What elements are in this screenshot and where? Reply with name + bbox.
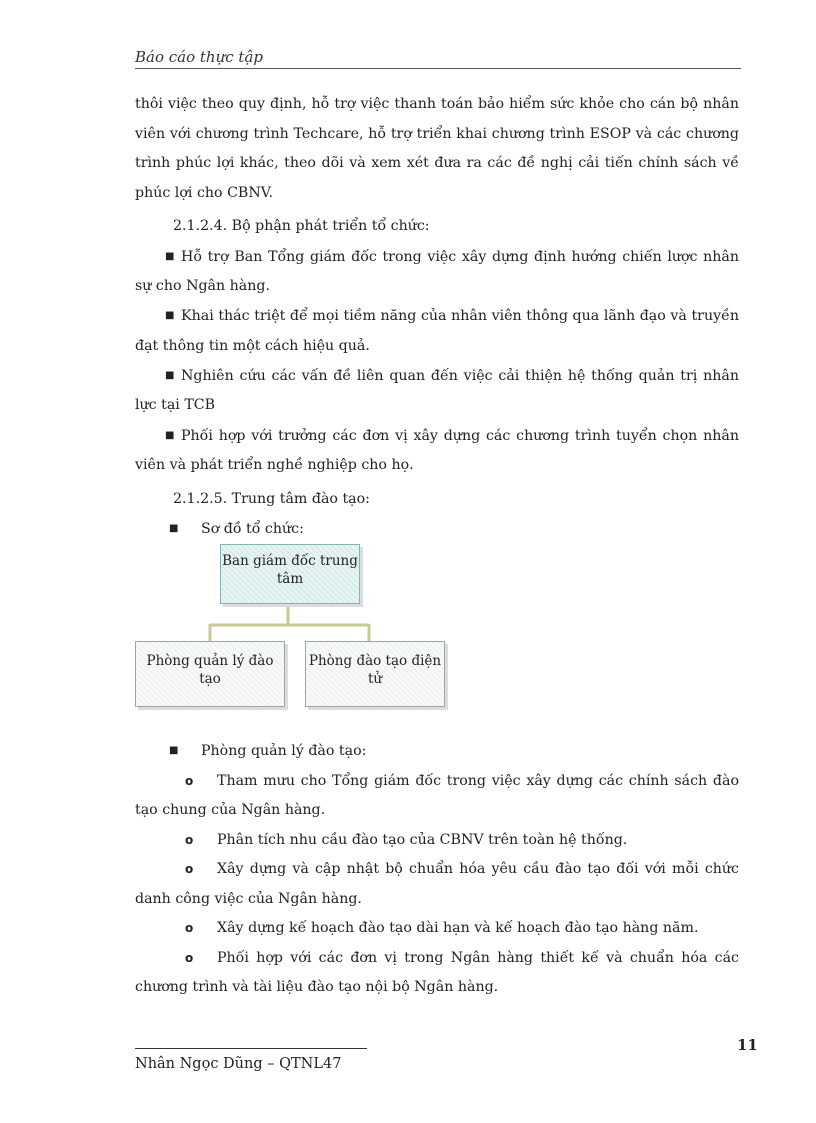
list-item: o Phối hợp với các đơn vị trong Ngân hàng thiết kế và chuẩn hóa các chương trình và tài liệu đào tạo nội bộ Ngân hàng. bbox=[135, 944, 739, 1003]
list-item: o Phân tích nhu cầu đào tạo của CBNV trên toàn hệ thống. bbox=[135, 826, 739, 856]
list-item: o Xây dựng kế hoạch đào tạo dài hạn và kế hoạch đào tạo hàng năm. bbox=[135, 914, 739, 944]
circle-bullet-icon: o bbox=[185, 862, 194, 876]
square-bullet-icon: ■ bbox=[165, 429, 175, 441]
list-item bbox=[135, 361, 739, 421]
circle-bullet-icon: o bbox=[185, 832, 194, 847]
square-bullet-icon: ■ bbox=[165, 250, 175, 262]
footer-author: Nhân Ngọc Dũng – QTNL47 bbox=[135, 1056, 342, 1072]
square-bullet-icon: ■ bbox=[169, 523, 179, 534]
org-box-center-director: Ban giám đốc trung tâm bbox=[220, 544, 360, 604]
page-header bbox=[135, 48, 741, 69]
list-item bbox=[135, 301, 739, 361]
page-number: 11 bbox=[737, 1036, 758, 1054]
section-heading-224: 2.1.2.4. Bộ phận phát triển tổ chức: bbox=[173, 218, 430, 234]
square-bullet-icon: ■ bbox=[165, 310, 175, 322]
list-item-text: Nghiên cứu các vấn đề liên quan đến việc cải thiện hệ thống quản trị nhân lực tại TCB bbox=[135, 367, 739, 414]
org-box-e-learning: Phòng đào tạo điện tử bbox=[305, 641, 445, 707]
circle-bullet-icon: o bbox=[185, 921, 194, 935]
circle-bullet-icon: o bbox=[185, 773, 194, 788]
list-item-text: Hỗ trợ Ban Tổng giám đốc trong việc xây dựng định hướng chiến lược nhân sự cho Ngân hàng. bbox=[135, 248, 739, 294]
list-item-text: Phối hợp với trưởng các đơn vị xây dựng các chương trình tuyển chọn nhân viên và phát triển nghề nghiệp cho họ. bbox=[135, 427, 739, 473]
org-chart-label: ■ Sơ đồ tổ chức: bbox=[135, 514, 739, 544]
dept-label: ■ Phòng quản lý đào tạo: bbox=[135, 736, 739, 766]
footer-divider bbox=[135, 1048, 367, 1049]
list-item bbox=[135, 242, 739, 302]
list-item: o Tham mưu cho Tổng giám đốc trong việc xây dựng các chính sách đào tạo chung của Ngân hàng. bbox=[135, 767, 739, 826]
org-chart bbox=[135, 544, 739, 736]
intro-paragraph: thôi việc theo quy định, hỗ trợ việc thanh toán bảo hiểm sức khỏe cho cán bộ nhân viên với chương trình Techcare, hỗ trợ triển khai chương trình ESOP và các chương trình phúc lợi khác, theo dõi và xem xét đưa ra các đề nghị cải tiến chính sách về phúc lợi cho CBNV. bbox=[135, 96, 739, 201]
circle-bullet-icon: o bbox=[185, 950, 194, 965]
square-bullet-icon: ■ bbox=[169, 745, 179, 757]
section-heading-225: 2.1.2.5. Trung tâm đào tạo: bbox=[173, 490, 370, 507]
list-item: o Xây dựng và cập nhật bộ chuẩn hóa yêu cầu đào tạo đối với mỗi chức danh công việc của Ngân hàng. bbox=[135, 855, 739, 914]
list-item-text: Khai thác triệt để mọi tiềm năng của nhân viên thông qua lãnh đạo và truyền đạt thông tin một cách hiệu quả. bbox=[135, 308, 739, 354]
square-bullet-icon: ■ bbox=[165, 370, 175, 381]
page-body bbox=[135, 90, 739, 1003]
list-item bbox=[135, 421, 739, 481]
header-title: Báo cáo thực tập bbox=[135, 48, 263, 66]
org-box-training-management: Phòng quản lý đào tạo bbox=[135, 641, 285, 707]
